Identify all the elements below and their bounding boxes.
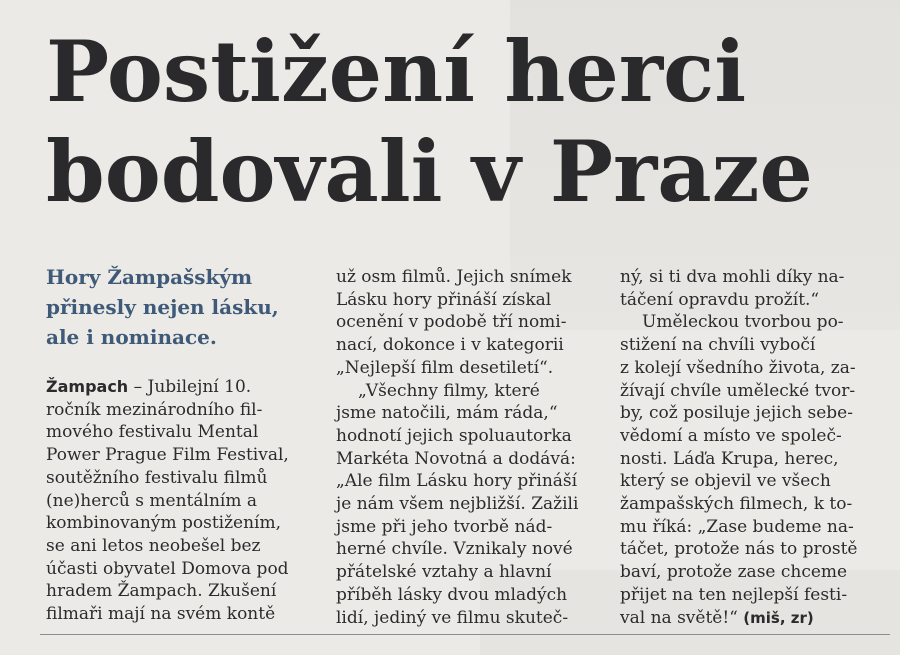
body-line-text: – Jubilejní 10.	[128, 377, 252, 397]
body-column-2	[336, 266, 598, 629]
column-1	[46, 262, 308, 626]
body-line: ročník mezinárodního fil-	[46, 399, 263, 420]
body-line: Markéta Novotná a dodává:	[336, 448, 576, 469]
body-line: baví, protože zase chceme	[620, 562, 848, 583]
body-line: nosti. Láďa Krupa, herec,	[620, 448, 839, 469]
body-line: účasti obyvatel Domova pod	[46, 558, 289, 579]
deck-line-2: přinesly nejen lásku,	[46, 295, 279, 319]
body-line: nací, dokonce i v kategorii	[336, 335, 564, 356]
body-column-1	[46, 376, 308, 626]
body-line	[46, 376, 308, 399]
body-line: kombinovaným postižením,	[46, 513, 282, 534]
body-line: příběh lásky dvou mladých	[336, 584, 568, 605]
body-line: mu říká: „Zase budeme na-	[620, 516, 854, 537]
headline-line-1: Postižení herci	[46, 22, 747, 121]
body-line: žampašských filmech, k to-	[620, 494, 853, 515]
column-3	[620, 266, 884, 629]
body-line: vědomí a místo ve společ-	[620, 425, 842, 446]
body-line: přátelské vztahy a hlavní	[336, 562, 552, 583]
body-line: táčet, protože nás to prostě	[620, 539, 858, 560]
headline	[46, 22, 813, 222]
body-line: hodnotí jejich spoluautorka	[336, 425, 572, 446]
body-column-3	[620, 266, 884, 629]
body-line: filmaři mají na svém kontě	[46, 604, 276, 625]
body-line: se ani letos neobešel bez	[46, 535, 261, 556]
body-line: Uměleckou tvorbou po-	[642, 312, 844, 333]
body-line: táčení opravdu prožít.“	[620, 289, 820, 310]
bottom-rule	[40, 634, 890, 635]
body-line: ný, si ti dva mohli díky na-	[620, 267, 845, 287]
body-line	[620, 607, 884, 630]
body-line: soutěžního festivalu filmů	[46, 467, 268, 488]
deck-line-1: Hory Žampašským	[46, 265, 253, 289]
body-line: hradem Žampach. Zkušení	[46, 581, 277, 602]
body-line: jsme natočili, mám ráda,“	[336, 403, 558, 424]
body-line: (ne)herců s mentálním a	[46, 490, 257, 511]
body-line: už osm filmů. Jejich snímek	[336, 267, 572, 287]
body-line: který se objevil ve všech	[620, 471, 831, 492]
dateline: Žampach	[46, 377, 129, 396]
body-line: je nám všem nejbližší. Zažili	[336, 494, 579, 515]
body-line: z kolejí všedního života, za-	[620, 357, 856, 378]
body-line-text: val na světě!“	[620, 607, 738, 628]
body-line: Lásku hory přináší získal	[336, 289, 552, 310]
deck-line-3: ale i nominace.	[46, 325, 217, 349]
headline-line-2: bodovali v Praze	[46, 122, 813, 221]
body-line: „Všechny filmy, které	[358, 380, 540, 401]
column-2	[336, 266, 598, 629]
body-line: žívají chvíle umělecké tvor-	[620, 380, 856, 401]
body-line: ocenění v podobě tří nomi-	[336, 312, 567, 333]
body-line: přijet na ten nejlepší festi-	[620, 584, 848, 605]
body-line: jsme při jeho tvorbě nád-	[336, 516, 553, 537]
body-line: by, což posiluje jejich sebe-	[620, 403, 853, 424]
body-line: Power Prague Film Festival,	[46, 445, 289, 466]
deck	[46, 262, 308, 352]
body-line: „Nejlepší film desetiletí“.	[336, 357, 554, 378]
body-line: stižení na chvíli vybočí	[620, 335, 816, 356]
body-line: „Ale film Lásku hory přináší	[336, 471, 578, 492]
author-signature: (miš, zr)	[743, 608, 814, 627]
body-line: herné chvíle. Vznikaly nové	[336, 539, 573, 560]
body-line: mového festivalu Mental	[46, 422, 259, 443]
body-line: lidí, jediný ve filmu skuteč-	[336, 607, 569, 628]
